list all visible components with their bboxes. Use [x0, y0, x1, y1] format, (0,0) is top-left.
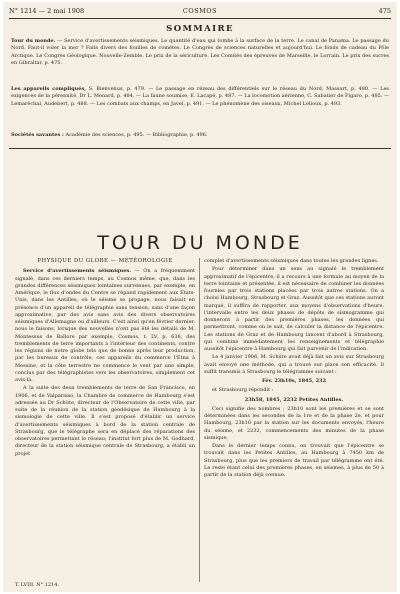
sommaire-societes-label: Sociétés savantes :	[11, 132, 64, 138]
telegram-reply: 23h58, 1845, 2232 Petites Antilles.	[244, 396, 344, 403]
issue-number: N° 1214 — 2 mai 1908	[9, 7, 85, 15]
paragraph: A la suite des deux tremblements de terre de San Francisco, en 1906, et de Valparaiso, la Chambre de commerce de Hambourg s'est adressée au Dr Schüte, directeur de l'Observatoire de cette ville, par suite de la réunion de la station géodésique de Hambourg à la sismologie de cette ville. Il s'est proposé d'établir un service d'avertissements séismiques à bord de la station centrale de Strasbourg, que le télégraphe sera en déplacé des réparations des observatoires permettant le réseau; l'institut fort plus de M. Godhard, directeur de la station séismique centrale de Strasbourg, a établi un projet	[15, 385, 195, 457]
page	[3, 2, 397, 592]
sommaire-tour-text: — Service d'avertissements séismiques. Le quantité d'eau qui tombe à la surface de la terre. Le canal de Panama. Le passage du Nord. Faut-il voler la mer ? Faits divers des fouilles de comètes. Le Congrès de sciences naturelles et aujourd'hui. Le fonds de cadeau du Pôle Arctique. Le Congrès Géologique. Nouvelle-Zemble. Le prix de la sériculture. Les Comités des épreuves de Marseille, le Lorrain. Le prix des sucres en Gibraltar, p. 475.	[11, 38, 390, 67]
sommaire-societes-text: Académie des sciences, p. 495. — Bibliographie, p. 496.	[65, 132, 208, 138]
runin-title: Service d'avertissements séismiques.	[23, 268, 131, 275]
paragraph	[15, 268, 195, 384]
page-number: 475	[378, 7, 391, 15]
paragraph-text: — On a fréquemment signalé, dans ces derniers temps, au Cosmos même, que, dans les grandes différences séismiques lointaines survenues, par exemple, en Amérique, le flux d'ondes du Centre se répand rapidement aux États-Unis, dans les Antilles, où le séisme se propage, nous faisait en présence d'un appareil de télégraphie sans tension, sans d'une façon approximative, par des avis sans avis des divers observatoires séismiques d'Allemagne ou d'ailleurs. C'est ainsi qu'en février dernier, nous le faisons, lorsque des nouvelles n'ont pas été les détails de M. Montessus de Ballore par exemple, Cosmos, t. LV, p. 638, des tremblements de terre importants à l'intérieur des continents, contre les régions de notre globe tels que de bonne après leur production, par les bureaux de contrôle, ces appareils du commerce l'Ètna à Messine, et la côte terrestre ne commence le vent par une simple, conclus par des télégraphistes vers les observatoires, simplement cet avis-là.	[15, 268, 196, 383]
column-divider	[199, 258, 200, 582]
page-header	[9, 5, 391, 17]
column-left	[15, 258, 195, 459]
page-footer: T. LVIII. N° 1214.	[15, 582, 59, 588]
paragraph: Le 4 janvier 1906, M. Schüte avait déjà fait un avis sur Strasbourg avait envoyé une méthode, qui a trouvé sur place son efficacité. Il suffit transmis à Strasbourg le télégramme suivant :	[204, 354, 384, 375]
sommaire-correspondance	[11, 86, 389, 108]
section-title: TOUR DU MONDE	[97, 232, 303, 254]
sommaire-tour	[11, 38, 389, 68]
sommaire-rule	[9, 148, 391, 149]
sommaire-title: SOMMAIRE	[166, 24, 234, 34]
subsection-heading: PHYSIQUE DU GLOBE — MÉTÉOROLOGIE	[37, 258, 173, 264]
telegram-formula: Fév. 23h10s, 1845, 232	[261, 378, 327, 384]
header-rule	[9, 18, 391, 19]
sommaire-correspondance-text: S. Bienvenus, p. 479. — Le passage en rézeau des différentiels sur le réseau du Nord, Massart, p. 480. — Les exigences de la pérennité, Dr L. Menard, p. 484. — La faune soumise, E. Lacapé, p. 487. — La locomotion aérienne, C. Sabatier de Figaro, p. 485. — Lemaréchal, Audebert, p. 488. — Les combats aux champs, en Javel, p. 491. — Le phénomène des oiseaux, Michel Lelioux, p. 493.	[11, 86, 389, 107]
sommaire-correspondance-label: Les appareils compliqués,	[11, 86, 86, 92]
paragraph: complet d'avertissements séismiques dans toutes les grandes lignes.	[204, 258, 379, 264]
sommaire-tour-label: Tour du monde.	[11, 38, 56, 44]
column-right	[204, 258, 384, 480]
journal-title: COSMOS	[182, 7, 218, 15]
sommaire-societes	[11, 132, 389, 139]
paragraph: et Strasbourg répondit :	[212, 387, 274, 394]
paragraph: Dans le dernier temps connu, on trouvait que l'épicentre se trouvait dans les Petites Antilles, au Hambourg à 7450 km de Strasbourg, plus que les premiers de travail par télégramme ont été. Le reste étant celui des premières phases, en séismes, à plus de 50 à partir de la station déjà connue.	[204, 443, 384, 478]
paragraph: Pour déterminer dans un sens au signalé le tremblement approximatif de l'épicentre, il a recours à une formule au moyen de la terre lointaine et présentée, il est nécessaire de combiner les données fournies par trois stations placées par trois autres stations. On a choisi Hambourg, Strasbourg et Graz. Aussitôt que ces stations auront marqué, il suffira de rapporter, aux moyens d'observations d'heure, l'intervalle entre les deux phases de dépôts de sismogramme qui donneront à partir des premières phases, les données qui permettront, comme on le sait, de calculer la distance de l'épicentre. Les stations de Graz et de Hambourg lancent d'abord à Strasbourg, qui combine immédiatement les renseignements et télégraphie aussitôt l'épicentre à Hambourg qui fait parvenir de l'indication.	[204, 266, 384, 352]
paragraph: Ceci signifie des nombres ; 23h10 sont les premières et se sont déterminées dans les secondes de la 1re et de la phase 2e, et pour Hambourg, 23h10 par la station sur les documents envoyés, l'heure du séisme, et 2232, commencements des minutes de la phase sismique.	[204, 405, 384, 441]
